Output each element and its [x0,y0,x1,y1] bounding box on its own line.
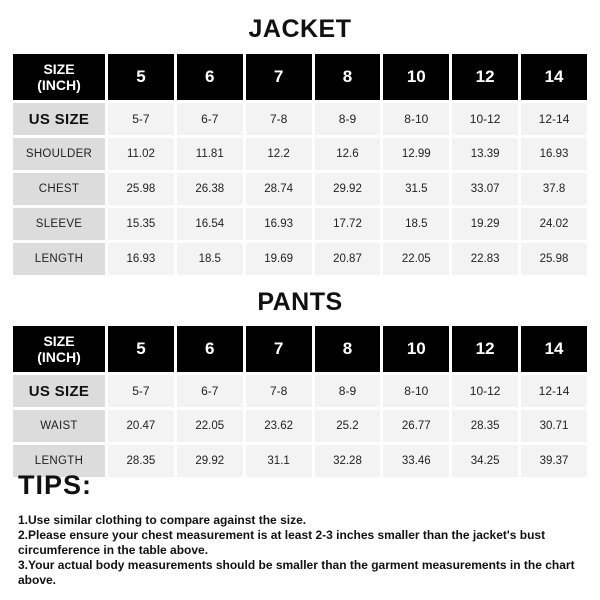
table-cell: 16.54 [177,208,243,240]
size-header-cell: 6 [177,326,243,372]
size-header-cell: 12 [452,54,518,100]
table-cell: 11.02 [108,138,174,170]
table-cell: 28.35 [452,410,518,442]
table-cell: 23.62 [246,410,312,442]
table-cell: 37.8 [521,173,587,205]
pants-title: PANTS [257,288,343,316]
row-label: WAIST [13,410,105,442]
table-cell: 10-12 [452,375,518,407]
table-cell: 24.02 [521,208,587,240]
table-cell: 8-9 [315,375,381,407]
table-cell: 39.37 [521,445,587,477]
table-cell: 28.74 [246,173,312,205]
table-row [13,103,587,135]
size-header-cell: 5 [108,326,174,372]
size-header-cell: 8 [315,54,381,100]
tip-item: 1.Use similar clothing to compare against the size. [18,513,307,527]
table-cell: 16.93 [108,243,174,275]
size-header-row [13,54,587,100]
table-cell: 12-14 [521,375,587,407]
row-label: SHOULDER [13,138,105,170]
table-cell: 7-8 [246,375,312,407]
table-row [13,243,587,275]
table-cell: 25.2 [315,410,381,442]
size-header-cell: 14 [521,326,587,372]
row-label: LENGTH [13,445,105,477]
jacket-size-table [10,51,590,278]
tip-item: 3.Your actual body measurements should be smaller than the garment measurements in the chart above. [18,558,575,587]
jacket-title: JACKET [248,15,352,43]
table-cell: 28.35 [108,445,174,477]
table-cell: 16.93 [521,138,587,170]
table-cell: 26.77 [383,410,449,442]
table-cell: 18.5 [383,208,449,240]
tips-title: TIPS: [18,470,93,500]
table-cell: 13.39 [452,138,518,170]
table-row [13,173,587,205]
row-label: CHEST [13,173,105,205]
tips-list [18,513,588,588]
table-cell: 31.1 [246,445,312,477]
table-cell: 22.05 [177,410,243,442]
row-label: US SIZE [13,103,105,135]
table-cell: 6-7 [177,103,243,135]
table-cell: 30.71 [521,410,587,442]
size-header-cell: 7 [246,54,312,100]
size-inch-label [13,326,105,372]
size-header-cell: 8 [315,326,381,372]
size-label-line: (INCH) [37,349,81,365]
table-cell: 12.2 [246,138,312,170]
table-cell: 29.92 [315,173,381,205]
row-label: LENGTH [13,243,105,275]
pants-size-table [10,323,590,480]
row-label: SLEEVE [13,208,105,240]
table-row [13,208,587,240]
row-label: US SIZE [13,375,105,407]
table-cell: 12.6 [315,138,381,170]
table-cell: 7-8 [246,103,312,135]
table-cell: 10-12 [452,103,518,135]
table-cell: 12-14 [521,103,587,135]
size-header-cell: 7 [246,326,312,372]
table-row [13,445,587,477]
table-cell: 17.72 [315,208,381,240]
table-cell: 5-7 [108,375,174,407]
table-cell: 8-9 [315,103,381,135]
table-cell: 11.81 [177,138,243,170]
tip-item: 2.Please ensure your chest measurement is at least 2-3 inches smaller than the jacket's bust circumference in the table above. [18,528,546,557]
table-cell: 12.99 [383,138,449,170]
table-cell: 26.38 [177,173,243,205]
table-cell: 20.47 [108,410,174,442]
table-cell: 33.07 [452,173,518,205]
table-cell: 8-10 [383,375,449,407]
size-header-cell: 12 [452,326,518,372]
table-cell: 22.05 [383,243,449,275]
table-cell: 25.98 [521,243,587,275]
table-cell: 34.25 [452,445,518,477]
table-cell: 16.93 [246,208,312,240]
size-header-cell: 6 [177,54,243,100]
table-cell: 31.5 [383,173,449,205]
table-cell: 19.29 [452,208,518,240]
table-row [13,410,587,442]
table-cell: 18.5 [177,243,243,275]
table-cell: 33.46 [383,445,449,477]
size-label-line: SIZE [43,333,75,349]
size-inch-label [13,54,105,100]
size-header-cell: 5 [108,54,174,100]
table-cell: 15.35 [108,208,174,240]
table-cell: 19.69 [246,243,312,275]
size-label-line: (INCH) [37,77,81,93]
size-header-cell: 10 [383,326,449,372]
table-cell: 22.83 [452,243,518,275]
table-cell: 32.28 [315,445,381,477]
table-row [13,138,587,170]
size-label-line: SIZE [43,61,75,77]
table-cell: 20.87 [315,243,381,275]
table-cell: 25.98 [108,173,174,205]
table-cell: 5-7 [108,103,174,135]
size-header-row [13,326,587,372]
table-cell: 8-10 [383,103,449,135]
size-header-cell: 10 [383,54,449,100]
table-cell: 29.92 [177,445,243,477]
table-row [13,375,587,407]
size-header-cell: 14 [521,54,587,100]
table-cell: 6-7 [177,375,243,407]
